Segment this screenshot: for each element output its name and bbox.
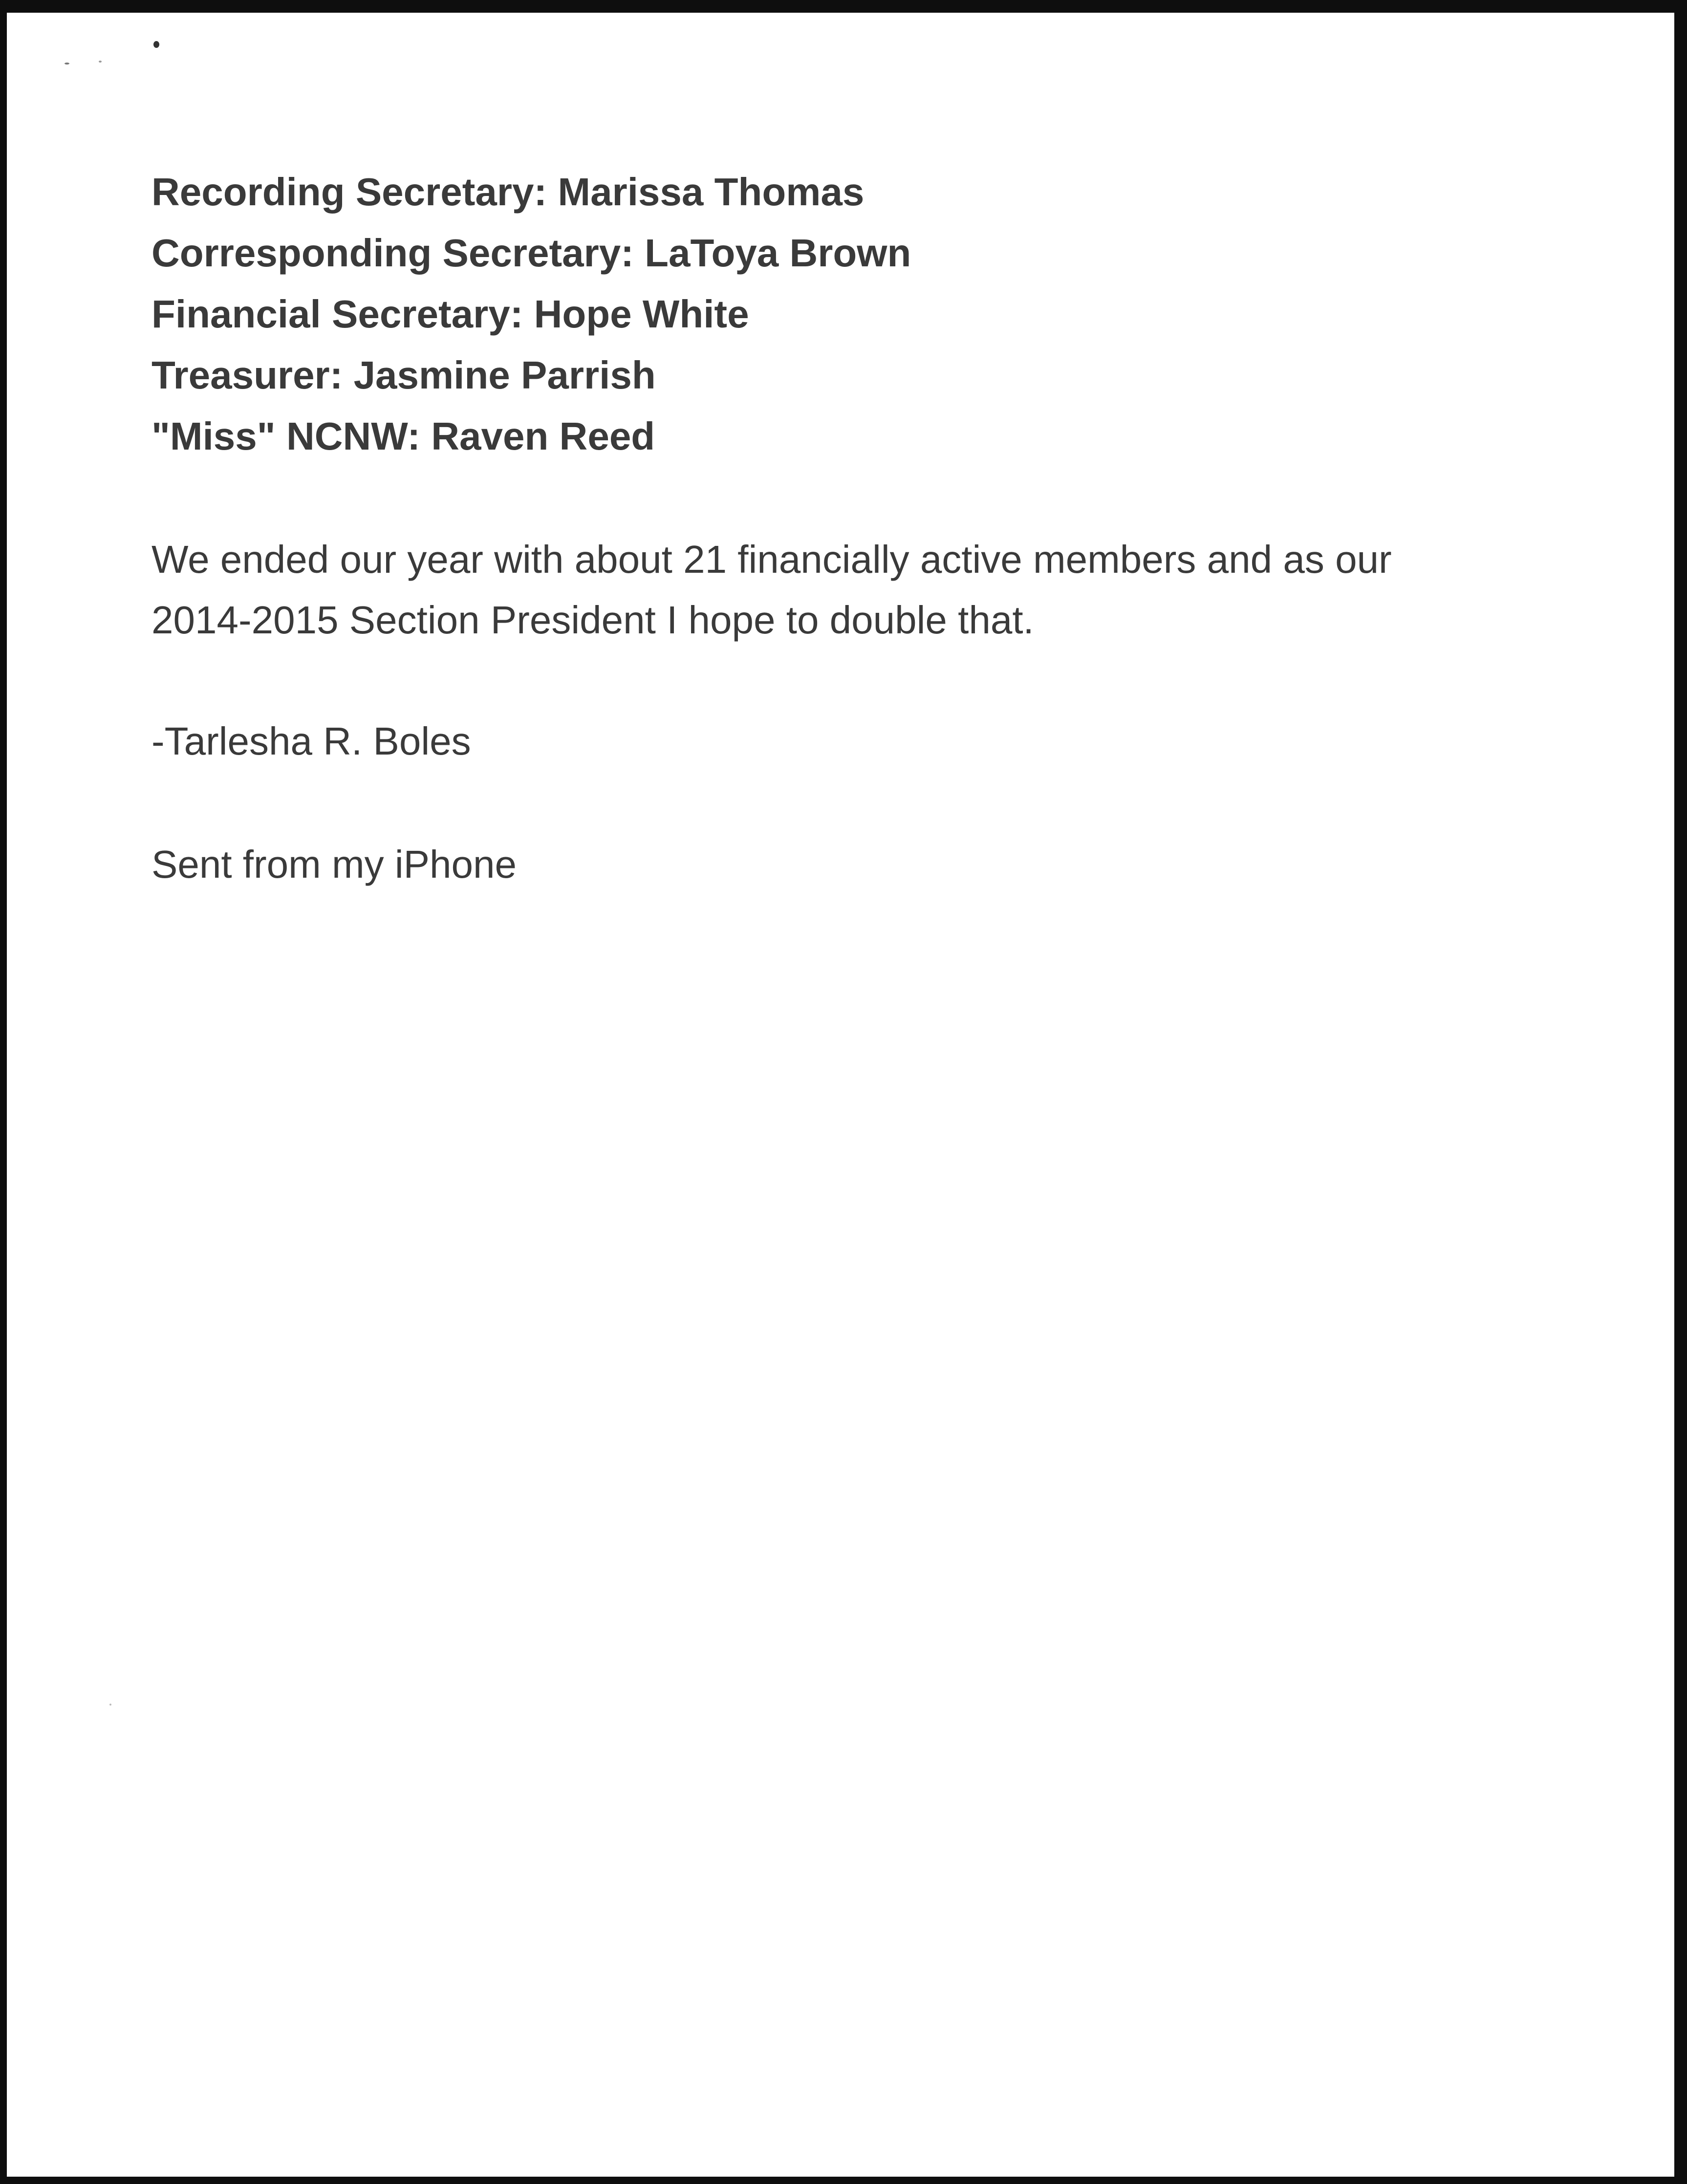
officer-role: Financial Secretary [151, 292, 510, 336]
scan-speck [153, 41, 159, 48]
officer-name: Hope White [534, 292, 749, 336]
officer-name: LaToya Brown [645, 231, 911, 275]
officer-role: "Miss" NCNW [151, 414, 408, 458]
officer-line: Recording Secretary: Marissa Thomas [151, 170, 865, 214]
email-body [151, 161, 1569, 895]
officer-list [151, 161, 1569, 467]
officer-name: Raven Reed [431, 414, 655, 458]
officer-role: Treasurer [151, 353, 330, 397]
officer-name: Jasmine Parrish [353, 353, 656, 397]
scan-speck [65, 63, 69, 65]
officer-line: Financial Secretary: Hope White [151, 292, 749, 336]
membership-paragraph [151, 529, 1569, 650]
scan-speck [99, 61, 102, 63]
officer-line: Treasurer: Jasmine Parrish [151, 353, 656, 397]
paragraph-line: We ended our year with about 21 financially active members and as our [151, 538, 1392, 581]
sent-from-line: Sent from my iPhone [151, 843, 517, 886]
officer-name: Marissa Thomas [558, 170, 865, 214]
officer-role: Recording Secretary [151, 170, 534, 214]
paragraph-line: 2014-2015 Section President I hope to double that. [151, 598, 1034, 642]
officer-role: Corresponding Secretary [151, 231, 621, 275]
officer-line: "Miss" NCNW: Raven Reed [151, 414, 655, 458]
signature: -Tarlesha R. Boles [151, 719, 471, 763]
officer-line: Corresponding Secretary: LaToya Brown [151, 231, 911, 275]
scan-speck [109, 1704, 111, 1706]
